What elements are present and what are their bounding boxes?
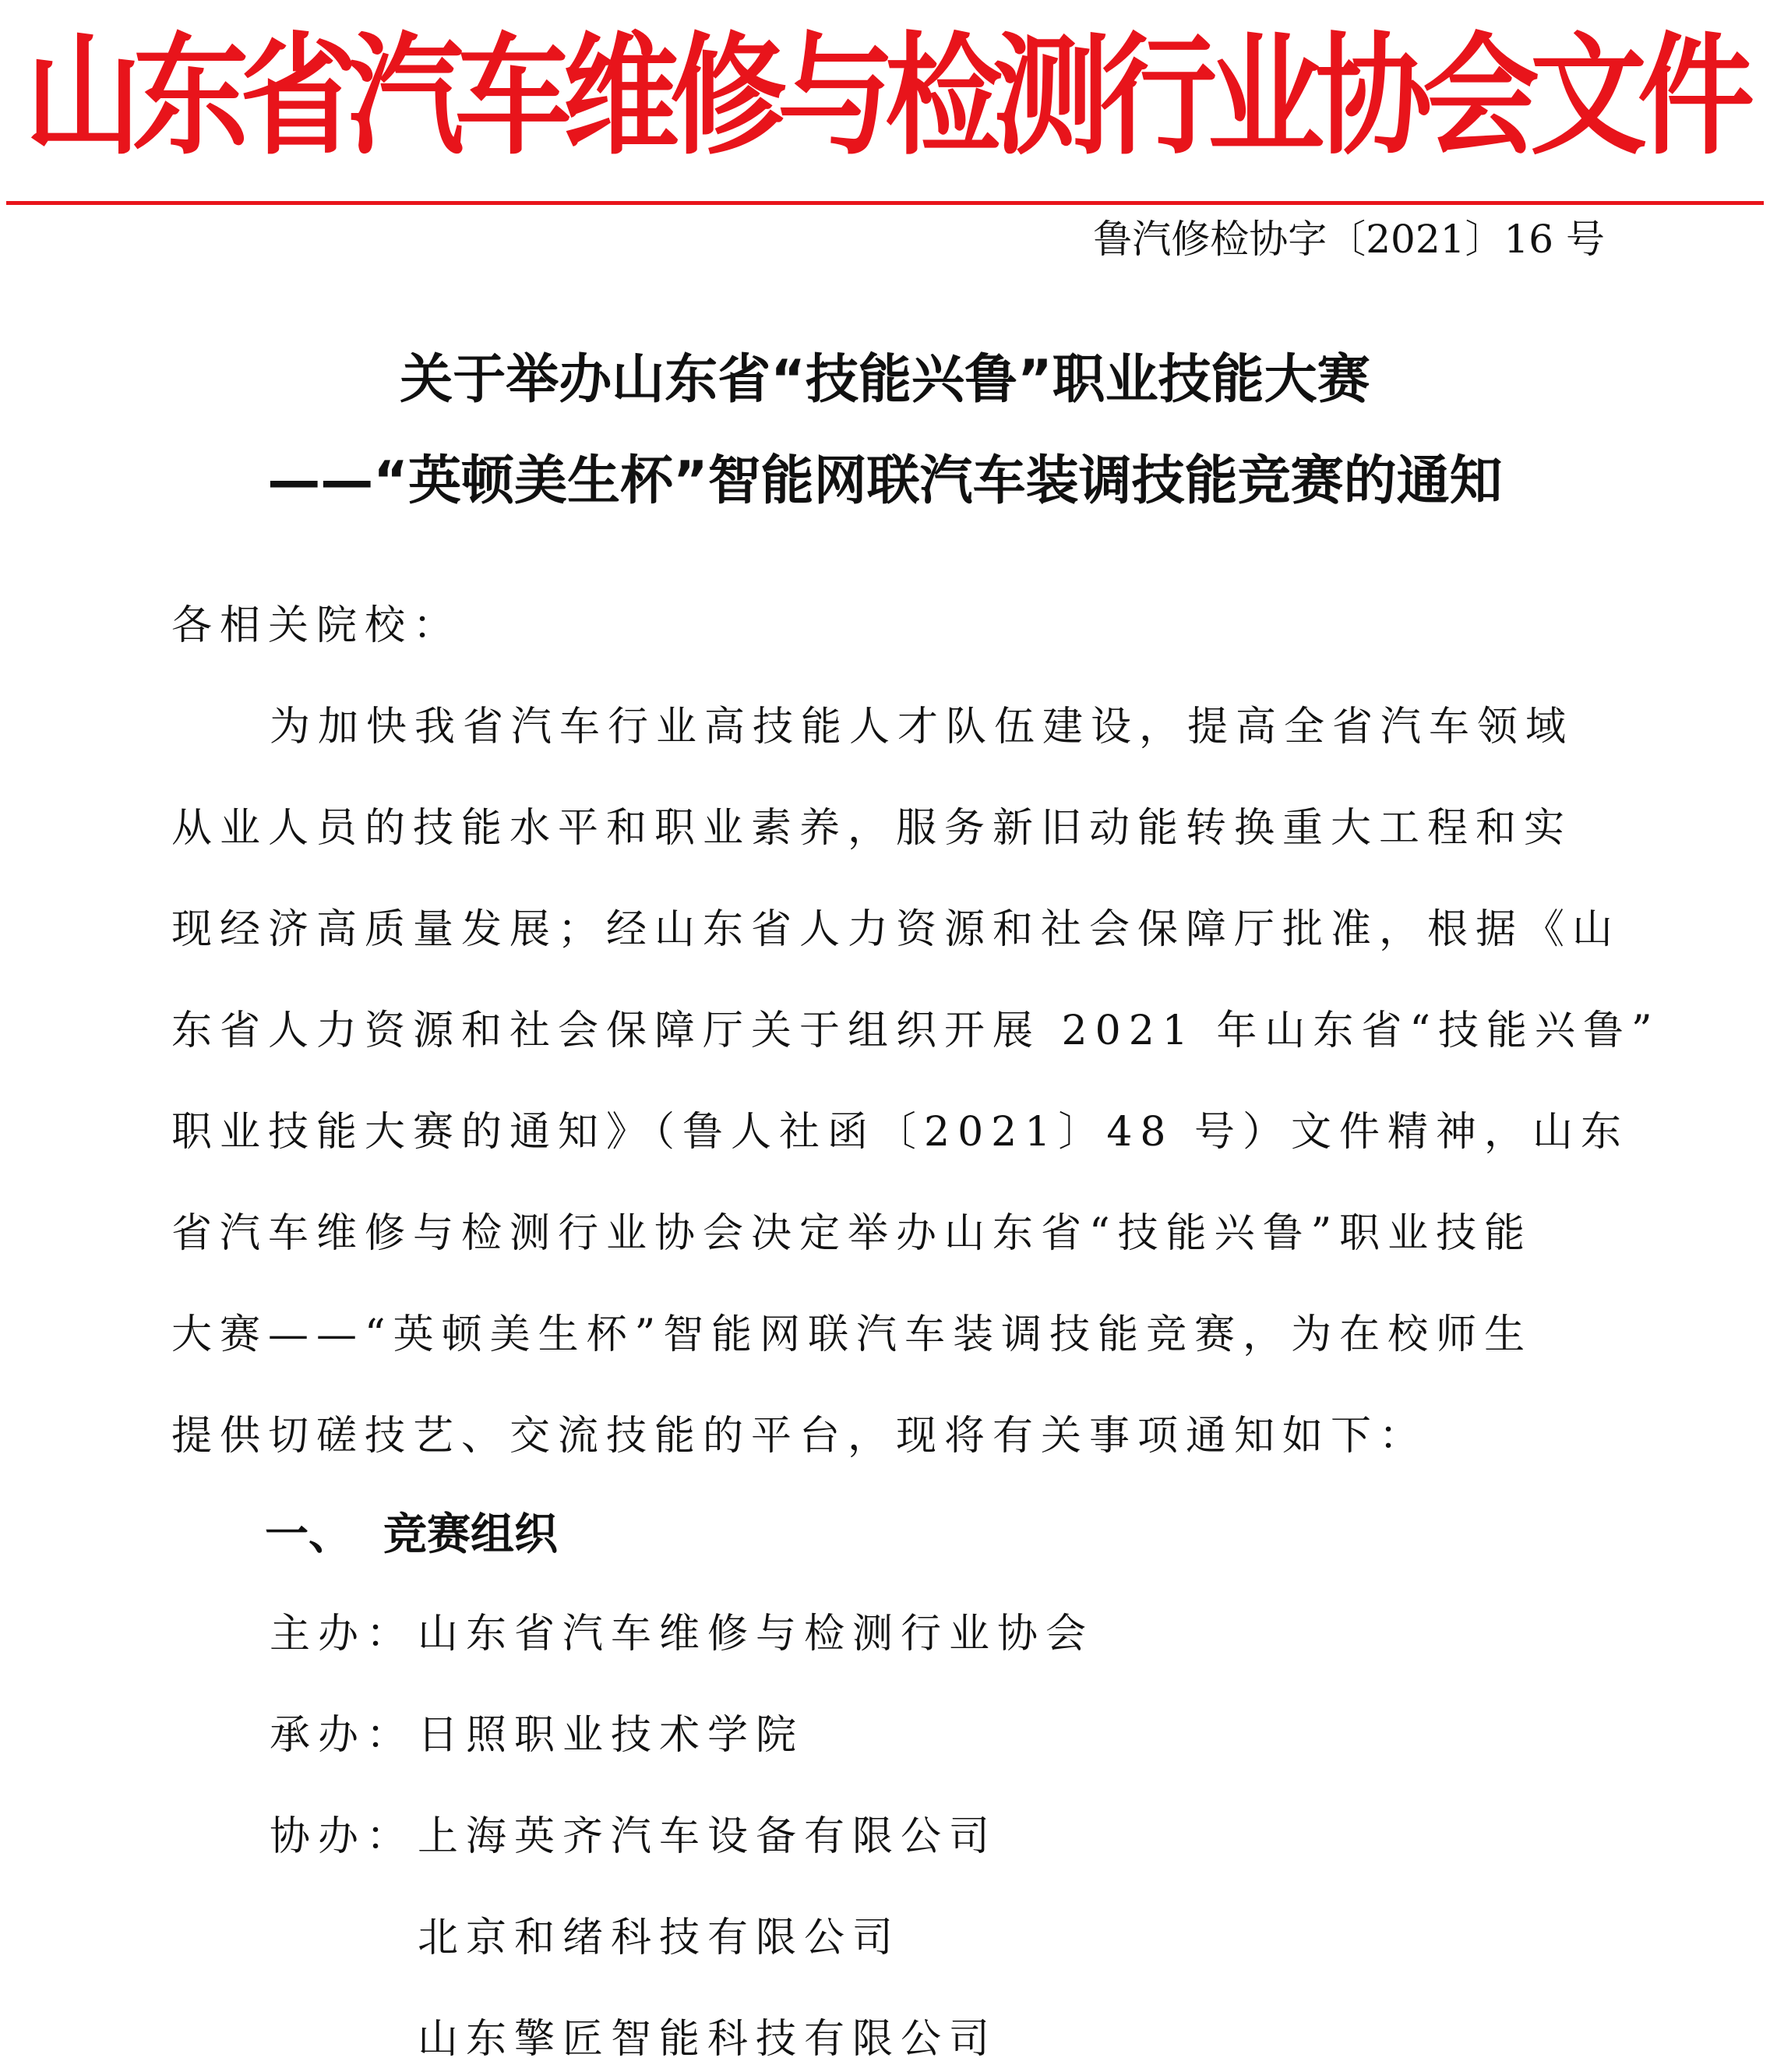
notice-title-line-1: 关于举办山东省“技能兴鲁”职业技能大赛	[400, 349, 1370, 411]
co-organizer-label: 协办：	[270, 1813, 415, 1860]
document-masthead: 山东省汽车维修与检测行业协会文件	[24, 20, 1745, 173]
host-row	[270, 1607, 1094, 1661]
co-organizer-2: 北京和绪科技有限公司	[418, 1915, 901, 1961]
organizer-row	[270, 1708, 804, 1763]
body-line-8: 提供切磋技艺、交流技能的平台，现将有关事项通知如下：	[171, 1413, 1428, 1460]
body-line-1: 为加快我省汽车行业高技能人才队伍建设，提高全省汽车领域	[270, 704, 1574, 750]
host-value: 山东省汽车维修与检测行业协会	[418, 1611, 1095, 1657]
body-line-7: 大赛——“英顿美生杯”智能网联汽车装调技能竞赛，为在校师生	[171, 1311, 1533, 1358]
co-organizer-3: 山东擎匠智能科技有限公司	[418, 2016, 998, 2063]
salutation: 各相关院校：	[171, 602, 462, 649]
host-label: 主办：	[270, 1611, 415, 1657]
section-1-heading	[265, 1505, 558, 1565]
section-1-title: 竞赛组织	[383, 1509, 558, 1560]
body-line-5: 职业技能大赛的通知》（鲁人社函〔2021〕48 号）文件精神，山东	[171, 1109, 1630, 1156]
co-organizer-1: 上海英齐汽车设备有限公司	[418, 1813, 998, 1860]
document-number: 鲁汽修检协字〔2021〕16 号	[1093, 217, 1605, 262]
body-line-3: 现经济高质量发展；经山东省人力资源和社会保障厅批准，根据《山	[171, 906, 1621, 953]
organizer-value: 日照职业技术学院	[418, 1712, 805, 1759]
body-line-4: 东省人力资源和社会保障厅关于组织开展 2021 年山东省“技能兴鲁”	[171, 1008, 1660, 1054]
body-line-2: 从业人员的技能水平和职业素养，服务新旧动能转换重大工程和实	[171, 805, 1573, 852]
body-line-6: 省汽车维修与检测行业协会决定举办山东省“技能兴鲁”职业技能	[171, 1210, 1533, 1257]
section-1-number: 一、	[265, 1509, 352, 1560]
co-organizer-row	[270, 1809, 997, 1864]
masthead-red-rule	[6, 201, 1764, 205]
organizer-label: 承办：	[270, 1712, 415, 1759]
notice-title-line-2: ——“英顿美生杯”智能网联汽车装调技能竞赛的通知	[267, 450, 1503, 512]
